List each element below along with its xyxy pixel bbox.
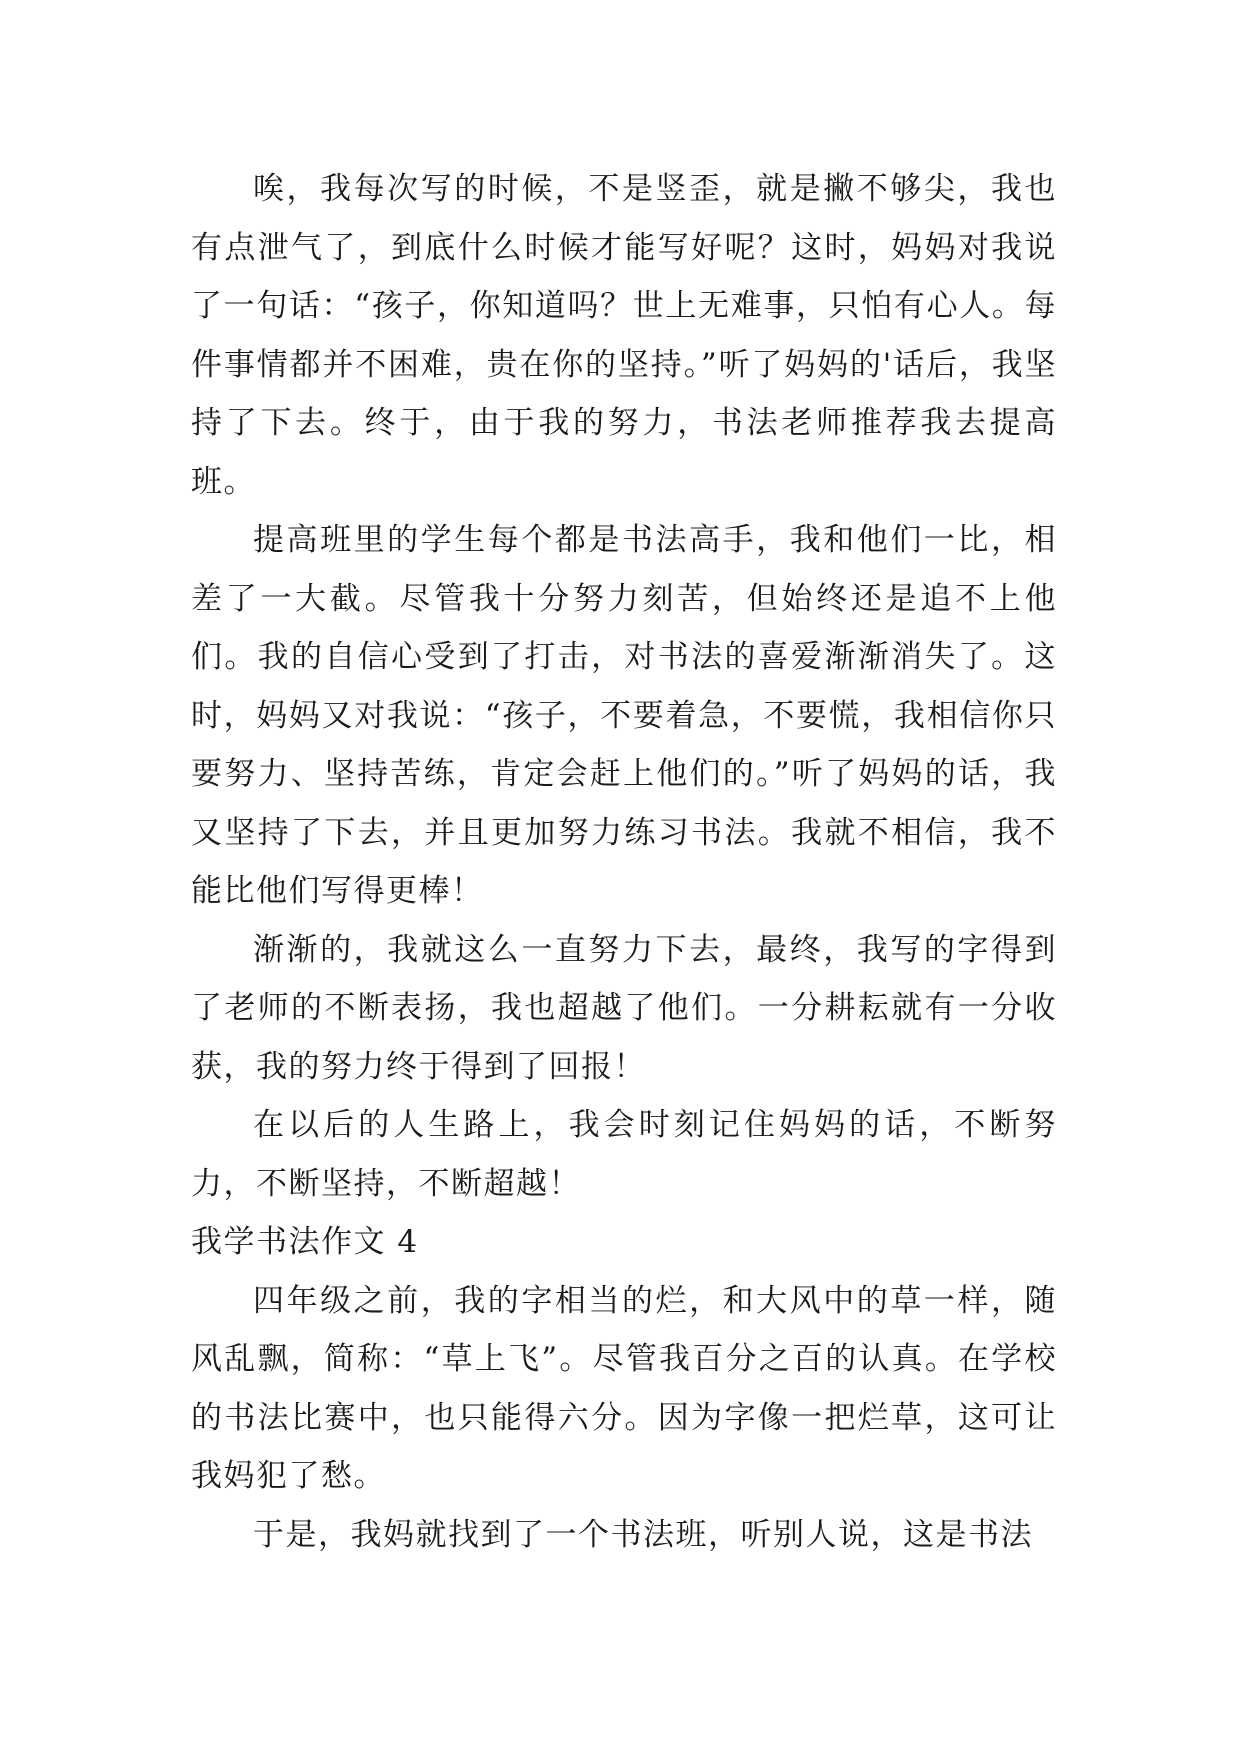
paragraph-before-fourth-grade: 四年级之前，我的字相当的烂，和大风中的草一样，随风乱飘，简称：“草上飞”。尽管我百分之百的认真。在学校的书法比赛中，也只能得六分。因为字像一把烂草，这可让我妈犯了愁。 xyxy=(191,1282,1057,1494)
document-body xyxy=(191,160,1057,1564)
paragraph-calligraphy-class: 于是，我妈就找到了一个书法班，听别人说，这是书法 xyxy=(253,1516,1033,1553)
paragraph-persistence: 唉，我每次写的时候，不是竖歪，就是撇不够尖，我也有点泄气了，到底什么时候才能写好呢？这时，妈妈对我说了一句话：“孩子，你知道吗？世上无难事，只怕有心人。每件事情都并不困难，贵在你的坚持。”听了妈妈的'话后，我坚持了下去。终于，由于我的努力，书法老师推荐我去提高班。 xyxy=(191,171,1057,500)
paragraph-advanced-class: 提高班里的学生每个都是书法高手，我和他们一比，相差了一大截。尽管我十分努力刻苦，但始终还是追不上他们。我的自信心受到了打击，对书法的喜爱渐渐消失了。这时，妈妈又对我说：“孩子，不要着急，不要慌，我相信你只要努力、坚持苦练，肯定会赶上他们的。”听了妈妈的话，我又坚持了下去，并且更加努力练习书法。我就不相信，我不能比他们写得更棒！ xyxy=(191,522,1057,909)
essay-heading: 我学书法作文 4 xyxy=(191,1224,419,1260)
paragraph-conclusion: 在以后的人生路上，我会时刻记住妈妈的话，不断努力，不断坚持，不断超越！ xyxy=(191,1107,1057,1202)
paragraph-praise: 渐渐的，我就这么一直努力下去，最终，我写的字得到了老师的不断表扬，我也超越了他们。一分耕耘就有一分收获，我的努力终于得到了回报！ xyxy=(191,931,1057,1085)
